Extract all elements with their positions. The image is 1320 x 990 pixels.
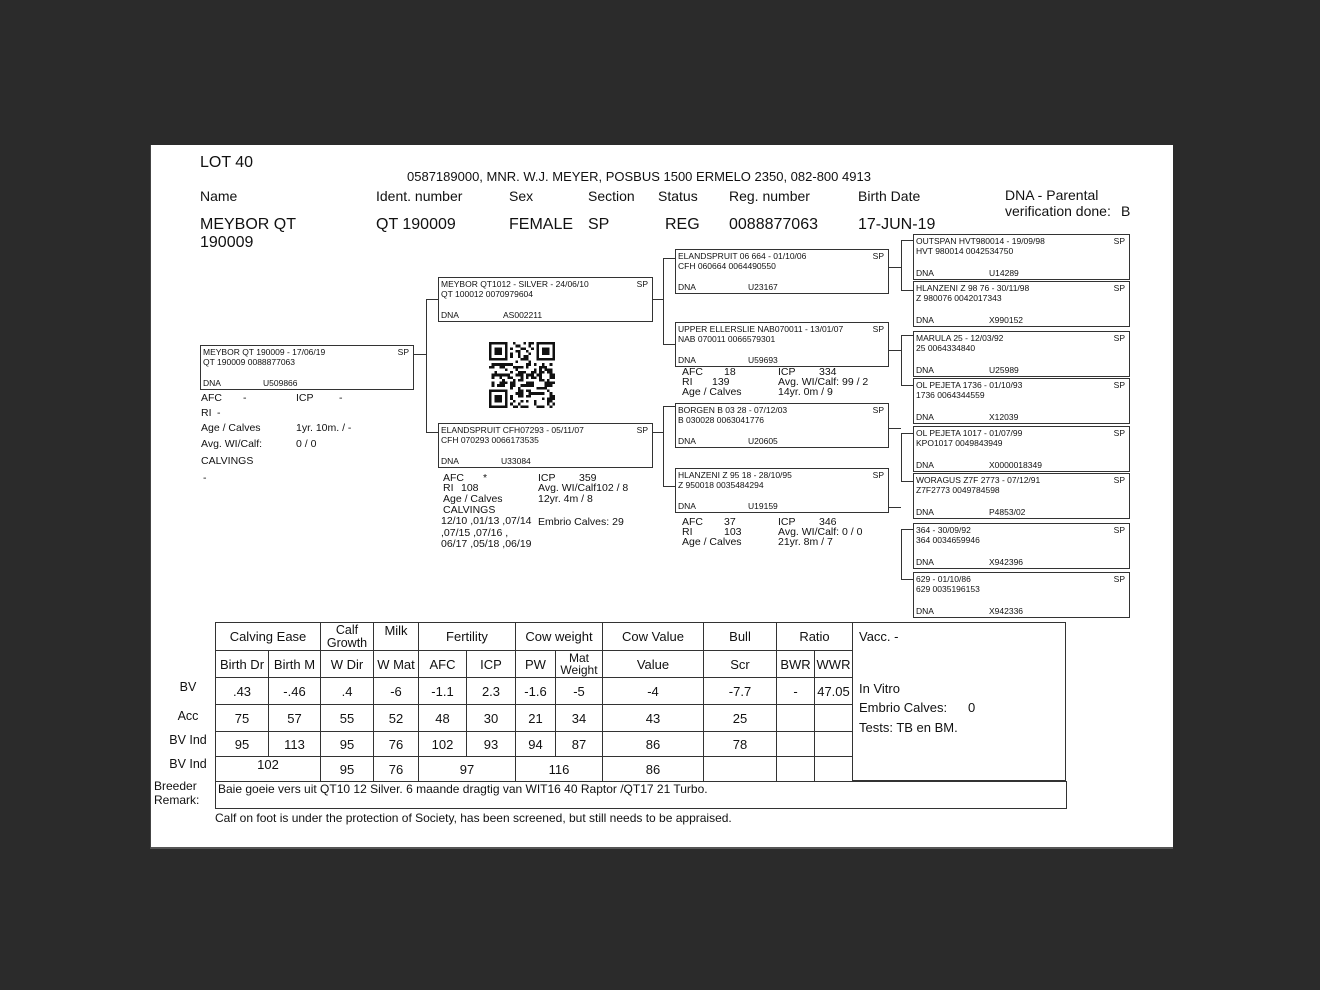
dam-box <box>438 423 653 468</box>
dna-label: DNA <box>916 315 934 325</box>
ancestor-box <box>913 281 1130 327</box>
box-ident: NAB 070011 0066579301 <box>678 334 776 344</box>
section-badge: SP <box>1113 380 1125 390</box>
age-value: 1yr. 10m. / - <box>296 422 352 434</box>
ri-value: 139 <box>712 376 730 388</box>
icp-value: 359 <box>579 472 597 484</box>
cell: 48 <box>419 705 467 732</box>
cell: 78 <box>704 732 777 757</box>
dna-label: DNA <box>678 282 696 292</box>
dna-value: U20605 <box>748 436 778 446</box>
afc-value: 18 <box>724 366 736 378</box>
group-calf-growth: Calf Growth <box>321 623 374 651</box>
dna-value: U25989 <box>989 365 1019 375</box>
box-ident: 629 0035196153 <box>916 584 980 594</box>
dna-value: U14289 <box>989 268 1019 278</box>
sire-title: MEYBOR QT1012 - SILVER - 24/06/10 <box>441 279 589 289</box>
label-birth: Birth Date <box>858 188 921 204</box>
section-badge: SP <box>636 425 648 435</box>
ri-value: 108 <box>461 482 479 494</box>
cell: 86 <box>603 757 704 782</box>
icp-label: ICP <box>778 516 796 528</box>
cell: 95 <box>321 757 374 782</box>
box-title: 364 - 30/09/92 <box>916 525 971 535</box>
afc-label: AFC <box>443 472 464 484</box>
connector <box>901 579 913 580</box>
dna-label: DNA <box>678 355 696 365</box>
cell: 95 <box>321 732 374 757</box>
ancestor-box <box>913 426 1130 472</box>
dna-value: U33084 <box>501 456 531 466</box>
cell: .4 <box>321 678 374 705</box>
calvings-label: CALVINGS <box>443 504 496 516</box>
cell: 55 <box>321 705 374 732</box>
ancestor-box <box>913 234 1130 280</box>
connector <box>426 299 438 300</box>
group-cow-weight: Cow weight <box>516 623 603 651</box>
section-badge: SP <box>1113 475 1125 485</box>
group-fertility: Fertility <box>419 623 516 651</box>
cell: 34 <box>556 705 603 732</box>
sire-ident: QT 100012 0070979604 <box>441 289 534 299</box>
table-row <box>216 757 853 782</box>
connector <box>901 529 913 530</box>
cell: 21 <box>516 705 556 732</box>
dna-value: X942336 <box>989 606 1024 616</box>
icp-label: ICP <box>296 392 314 404</box>
cell: 76 <box>374 757 419 782</box>
label-ident: Ident. number <box>376 188 463 204</box>
box-title: ELANDSPRUIT 06 664 - 01/10/06 <box>678 251 807 261</box>
ancestor-box <box>913 523 1130 569</box>
afc-value: - <box>243 392 247 404</box>
cell <box>815 705 853 732</box>
dna-value: X990152 <box>989 315 1024 325</box>
connector <box>653 432 663 433</box>
wi-value: Avg. WI/Calf102 / 8 <box>538 482 629 494</box>
age-value: 12yr. 4m / 8 <box>538 493 593 505</box>
grandsire-maternal-box <box>675 403 889 448</box>
ri-label: RI <box>201 407 212 419</box>
connector <box>889 267 901 268</box>
group-ratio: Ratio <box>777 623 853 651</box>
ri-label: RI <box>682 376 693 388</box>
wi-value: 0 / 0 <box>296 438 317 450</box>
cell: 86 <box>603 732 704 757</box>
cell: 52 <box>374 705 419 732</box>
box-title: WORAGUS Z7F 2773 - 07/12/91 <box>916 475 1041 485</box>
vacc-text: Vacc. - <box>859 629 899 644</box>
wi-label: Avg. WI/Calf: <box>201 438 263 450</box>
cell: 43 <box>603 705 704 732</box>
box-ident: B 030028 0063041776 <box>678 415 765 425</box>
dna-value: U23167 <box>748 282 778 292</box>
box-ident: 1736 0064344559 <box>916 390 985 400</box>
value-birth: 17-JUN-19 <box>858 216 936 233</box>
grandsire-paternal-box <box>675 249 889 294</box>
connector <box>901 335 913 336</box>
dna-label: DNA <box>916 460 934 470</box>
animal-box <box>200 345 414 390</box>
box-title: OUTSPAN HVT980014 - 19/09/98 <box>916 236 1045 246</box>
value-name-2: 190009 <box>200 234 254 251</box>
icp-label: ICP <box>778 366 796 378</box>
cell: 95 <box>216 732 269 757</box>
value-name-1: MEYBOR QT <box>200 216 297 233</box>
animal-ident: QT 190009 0088877063 <box>203 357 296 367</box>
cell: 25 <box>704 705 777 732</box>
cell <box>704 757 777 782</box>
connector <box>663 344 675 345</box>
connector <box>663 406 664 486</box>
row-label-bv: BV <box>179 680 197 694</box>
col-w-dir: W Dir <box>321 651 374 678</box>
dam-title: ELANDSPRUIT CFH07293 - 05/11/07 <box>441 425 584 435</box>
value-section: SP <box>588 216 610 233</box>
cell: .43 <box>216 678 269 705</box>
box-ident: KPO1017 0049843949 <box>916 438 1003 448</box>
cell: 113 <box>269 732 321 757</box>
afc-label: AFC <box>682 516 703 528</box>
value-reg: 0088877063 <box>729 216 818 233</box>
cell <box>815 757 853 782</box>
lot-number: LOT 40 <box>200 154 254 171</box>
cell: 102 <box>216 757 321 782</box>
remark-text: Baie goeie vers uit QT10 12 Silver. 6 maande dragtig van WIT16 40 Raptor /QT17 21 Turbo. <box>218 782 708 796</box>
box-title: OL PEJETA 1017 - 01/07/99 <box>916 428 1023 438</box>
dna-value: U59693 <box>748 355 778 365</box>
dna-value: X12039 <box>989 412 1019 422</box>
box-ident: HVT 980014 0042534750 <box>916 246 1014 256</box>
cell: 97 <box>419 757 516 782</box>
connector <box>663 486 675 487</box>
ri-value: - <box>217 407 221 419</box>
calvings-value: - <box>203 472 207 484</box>
section-badge: SP <box>872 405 884 415</box>
cell: 57 <box>269 705 321 732</box>
connector <box>663 406 675 407</box>
box-ident: 364 0034659946 <box>916 535 980 545</box>
cell: 87 <box>556 732 603 757</box>
connector <box>901 335 902 385</box>
dna-label: DNA <box>916 365 934 375</box>
box-ident: CFH 060664 0064490550 <box>678 261 776 271</box>
granddam-maternal-box <box>675 468 889 513</box>
connector <box>426 432 438 433</box>
sire-box <box>438 277 653 322</box>
tests-text: Tests: TB en BM. <box>859 720 958 735</box>
dna-label: DNA <box>916 412 934 422</box>
ancestor-box <box>913 572 1130 618</box>
section-badge: SP <box>1113 525 1125 535</box>
cell: 76 <box>374 732 419 757</box>
cell <box>777 757 815 782</box>
embrio-label: Embrio Calves: <box>859 700 948 715</box>
connector <box>901 433 913 434</box>
connector <box>901 529 902 579</box>
table-row <box>216 705 853 732</box>
connector <box>414 354 426 355</box>
dna-label: DNA <box>916 268 934 278</box>
value-status: REG <box>665 216 700 233</box>
box-ident: Z 980076 0042017343 <box>916 293 1002 303</box>
group-cow-value: Cow Value <box>603 623 704 651</box>
cell: 75 <box>216 705 269 732</box>
afc-label: AFC <box>201 392 222 404</box>
cell <box>815 732 853 757</box>
remark-box <box>215 781 1067 809</box>
remark-label-2: Remark: <box>154 793 200 807</box>
in-vitro-text: In Vitro <box>859 681 900 696</box>
dam-ident: CFH 070293 0066173535 <box>441 435 539 445</box>
cell <box>777 732 815 757</box>
dna-label: DNA <box>441 310 459 320</box>
embrio-value: 0 <box>968 700 976 715</box>
section-badge: SP <box>1113 333 1125 343</box>
col-afc: AFC <box>419 651 467 678</box>
connector <box>901 433 902 481</box>
cell: 94 <box>516 732 556 757</box>
connector <box>426 299 427 432</box>
footer-note: Calf on foot is under the protection of Society, has been screened, but still needs to be appraised. <box>215 811 732 825</box>
col-value: Value <box>603 651 704 678</box>
ancestor-box <box>913 331 1130 377</box>
table-row <box>216 732 853 757</box>
ri-label: RI <box>443 482 454 494</box>
connector <box>901 481 913 482</box>
col-icp: ICP <box>467 651 516 678</box>
section-badge: SP <box>872 251 884 261</box>
wi-value: Avg. WI/Calf: 0 / 0 <box>778 526 863 538</box>
section-badge: SP <box>1113 428 1125 438</box>
owner-info: 0587189000, MNR. W.J. MEYER, POSBUS 1500 ERMELO 2350, 082-800 4913 <box>407 169 871 184</box>
age-label: Age / Calves <box>201 422 261 434</box>
connector <box>663 258 675 259</box>
afc-value: 37 <box>724 516 736 528</box>
col-pw: PW <box>516 651 556 678</box>
dna-label: DNA <box>916 557 934 567</box>
dna-value: P4853/02 <box>989 507 1026 517</box>
box-ident: 25 0064334840 <box>916 343 976 353</box>
calvings-line-3: 06/17 ,05/18 ,06/19 <box>441 538 532 550</box>
cell: 47.05 <box>815 678 853 705</box>
dna-label: DNA <box>203 378 221 388</box>
dna-label: DNA <box>441 456 459 466</box>
cell <box>777 705 815 732</box>
afc-value: * <box>483 472 488 484</box>
label-dna-verification: verification done: <box>1005 203 1111 219</box>
pedigree-certificate <box>150 145 1173 849</box>
group-bull: Bull <box>704 623 777 651</box>
connector <box>901 290 913 291</box>
age-label: Age / Calves <box>443 493 503 505</box>
cell: 30 <box>467 705 516 732</box>
group-calving-ease: Calving Ease <box>216 623 321 651</box>
connector <box>889 507 901 508</box>
box-ident: Z 950018 0035484294 <box>678 480 764 490</box>
age-value: 14yr. 0m / 9 <box>778 386 833 398</box>
box-title: MARULA 25 - 12/03/92 <box>916 333 1004 343</box>
label-name: Name <box>200 188 238 204</box>
dna-label: DNA <box>678 501 696 511</box>
section-badge: SP <box>397 347 409 357</box>
box-ident: Z7F2773 0049784598 <box>916 485 1000 495</box>
connector <box>901 385 913 386</box>
label-status: Status <box>658 188 698 204</box>
vaccination-panel <box>852 622 1066 781</box>
dna-value: X942396 <box>989 557 1024 567</box>
connector <box>653 299 663 300</box>
cell: -7.7 <box>704 678 777 705</box>
section-badge: SP <box>1113 236 1125 246</box>
value-ident: QT 190009 <box>376 216 456 233</box>
cell: 102 <box>419 732 467 757</box>
calvings-label: CALVINGS <box>201 455 254 467</box>
connector <box>663 258 664 344</box>
dna-label: DNA <box>916 507 934 517</box>
group-milk: Milk <box>374 623 419 651</box>
col-mat-weight: Mat Weight <box>556 651 603 678</box>
cell: -5 <box>556 678 603 705</box>
age-label: Age / Calves <box>682 386 742 398</box>
section-badge: SP <box>636 279 648 289</box>
icp-value: 346 <box>819 516 837 528</box>
cell: -1.1 <box>419 678 467 705</box>
dna-value: U19159 <box>748 501 778 511</box>
calvings-line-2: ,07/15 ,07/16 , <box>441 527 509 539</box>
calvings-line-1: 12/10 ,01/13 ,07/14 <box>441 515 532 527</box>
connector <box>889 428 901 429</box>
cell: -4 <box>603 678 704 705</box>
icp-label: ICP <box>538 472 556 484</box>
animal-title: MEYBOR QT 190009 - 17/06/19 <box>203 347 326 357</box>
icp-value: 334 <box>819 366 837 378</box>
box-title: HLANZENI Z 98 76 - 30/11/98 <box>916 283 1030 293</box>
dna-value: X0000018349 <box>989 460 1042 470</box>
cell: -6 <box>374 678 419 705</box>
value-sex: FEMALE <box>509 216 574 233</box>
cell: 116 <box>516 757 603 782</box>
col-bwr: BWR <box>777 651 815 678</box>
ancestor-box <box>913 473 1130 519</box>
box-title: HLANZENI Z 95 18 - 28/10/95 <box>678 470 792 480</box>
col-wwr: WWR <box>815 651 853 678</box>
ri-label: RI <box>682 526 693 538</box>
connector <box>901 240 902 290</box>
box-title: BORGEN B 03 28 - 07/12/03 <box>678 405 788 415</box>
cell: -1.6 <box>516 678 556 705</box>
cell: 93 <box>467 732 516 757</box>
dna-value: AS002211 <box>503 310 543 320</box>
connector <box>889 350 901 351</box>
cell: -.46 <box>269 678 321 705</box>
section-badge: SP <box>872 470 884 480</box>
section-badge: SP <box>1113 283 1125 293</box>
connector <box>901 240 913 241</box>
col-w-mat: W Mat <box>374 651 419 678</box>
cell: - <box>777 678 815 705</box>
ri-value: 103 <box>724 526 742 538</box>
age-value: 21yr. 8m / 7 <box>778 536 833 548</box>
dna-value: U509866 <box>263 378 298 388</box>
dna-label: DNA <box>678 436 696 446</box>
cell: 2.3 <box>467 678 516 705</box>
label-reg: Reg. number <box>729 188 810 204</box>
row-label-bv-ind: BV Ind <box>169 733 207 747</box>
icp-value: - <box>339 392 343 404</box>
col-scr: Scr <box>704 651 777 678</box>
afc-label: AFC <box>682 366 703 378</box>
box-title: OL PEJETA 1736 - 01/10/93 <box>916 380 1023 390</box>
remark-label-1: Breeder <box>154 779 197 793</box>
dna-label: DNA <box>916 606 934 616</box>
box-title: 629 - 01/10/86 <box>916 574 971 584</box>
label-section: Section <box>588 188 635 204</box>
section-badge: SP <box>1113 574 1125 584</box>
col-birth-m: Birth M <box>269 651 321 678</box>
box-title: UPPER ELLERSLIE NAB070011 - 13/01/07 <box>678 324 844 334</box>
row-label-acc: Acc <box>177 709 199 723</box>
embrio-calves: Embrio Calves: 29 <box>538 516 624 528</box>
age-label: Age / Calves <box>682 536 742 548</box>
breeding-values-table <box>215 622 853 782</box>
col-birth-dr: Birth Dr <box>216 651 269 678</box>
table-row <box>216 678 853 705</box>
wi-value: Avg. WI/Calf: 99 / 2 <box>778 376 869 388</box>
ancestor-box <box>913 378 1130 424</box>
qr-code <box>487 342 557 408</box>
section-badge: SP <box>872 324 884 334</box>
granddam-paternal-box <box>675 322 889 367</box>
label-sex: Sex <box>509 188 534 204</box>
row-label-bv-ind-2: BV Ind <box>169 757 207 771</box>
value-dna: B <box>1121 203 1131 219</box>
label-dna: DNA - Parental <box>1005 187 1099 203</box>
